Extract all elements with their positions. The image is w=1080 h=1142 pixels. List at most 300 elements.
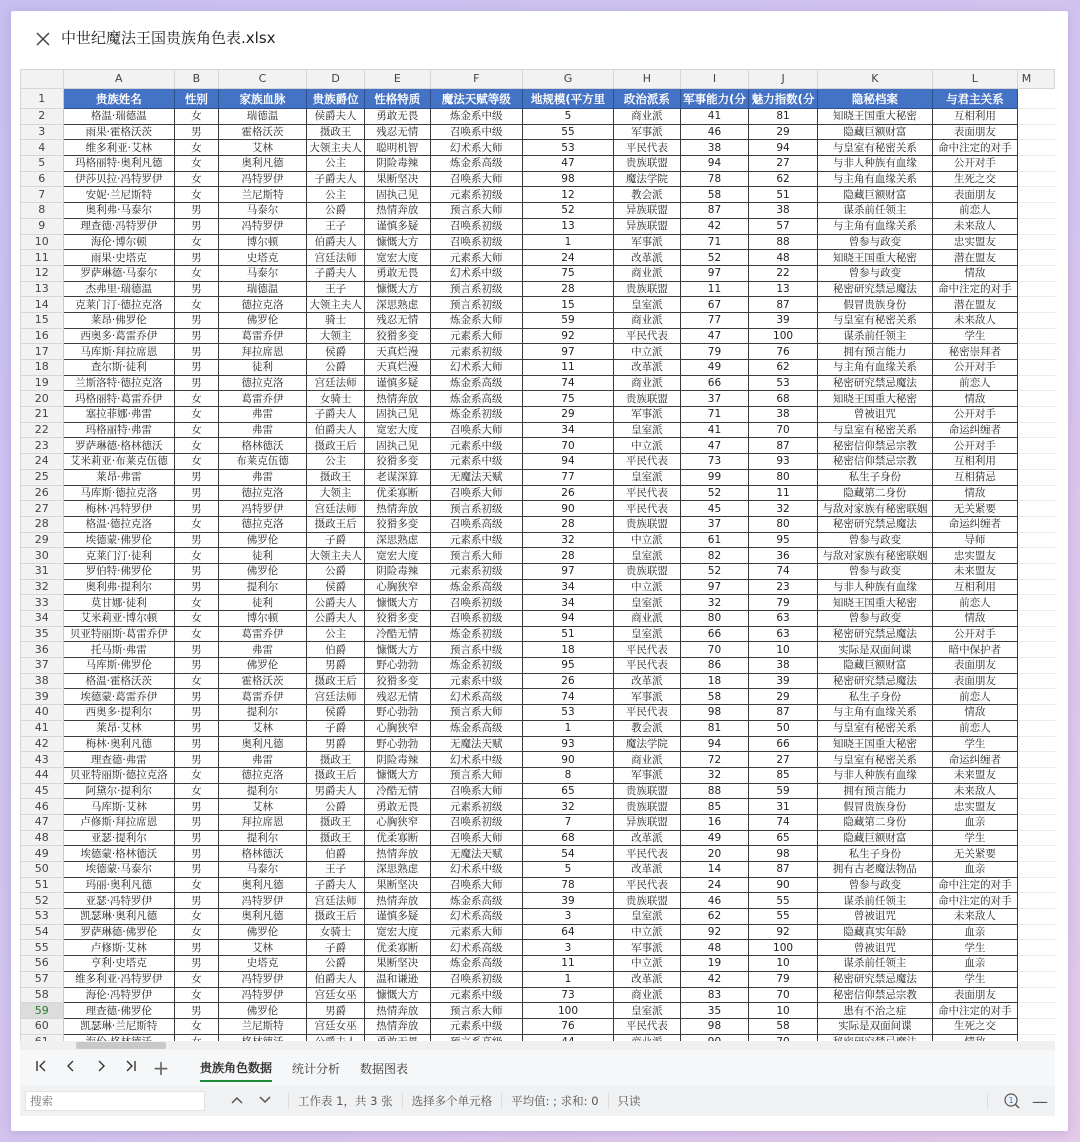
table-cell[interactable]: 弗雷 [218,422,307,438]
table-cell[interactable]: 学生 [932,328,1017,344]
header-cell[interactable]: 地规模(平方里 [522,89,613,109]
row-number[interactable]: 9 [21,218,64,234]
table-cell[interactable]: 隐藏巨额财富 [817,830,932,846]
empty-cell[interactable] [1017,658,1054,674]
table-cell[interactable]: 知晓王国重大秘密 [817,391,932,407]
empty-cell[interactable] [1017,611,1054,627]
table-cell[interactable]: 79 [749,595,818,611]
table-cell[interactable]: 女 [175,234,219,250]
table-cell[interactable]: 残忍无情 [364,124,430,140]
table-cell[interactable]: 维多利亚·冯特罗伊 [63,971,175,987]
empty-cell[interactable] [1017,281,1054,297]
table-cell[interactable]: 私生子身份 [817,469,932,485]
table-cell[interactable]: 女 [175,109,219,125]
table-cell[interactable]: 教会派 [614,720,681,736]
table-cell[interactable]: 贵族联盟 [614,893,681,909]
table-cell[interactable]: 36 [749,548,818,564]
table-cell[interactable]: 玛丽·奥利凡德 [63,877,175,893]
table-cell[interactable]: 男 [175,752,219,768]
table-cell[interactable]: 兰尼斯特 [218,187,307,203]
table-cell[interactable]: 32 [749,501,818,517]
table-cell[interactable]: 预言系大师 [430,1003,522,1019]
table-cell[interactable]: 90 [749,877,818,893]
table-cell[interactable]: 男 [175,312,219,328]
table-cell[interactable]: 宫廷法师 [307,893,365,909]
table-cell[interactable]: 阿黛尔·提利尔 [63,783,175,799]
table-cell[interactable]: 奥利凡德 [218,877,307,893]
empty-cell[interactable] [1017,924,1054,940]
zoom-reset-icon[interactable] [1003,1092,1021,1110]
table-cell[interactable]: 改革派 [614,673,681,689]
table-cell[interactable]: 公爵 [307,203,365,219]
table-cell[interactable]: 心胸狭窄 [364,720,430,736]
table-cell[interactable]: 表面朋友 [932,658,1017,674]
table-cell[interactable]: 果断坚决 [364,171,430,187]
table-cell[interactable]: 德拉克洛 [218,516,307,532]
table-cell[interactable]: 患有不治之症 [817,1003,932,1019]
table-cell[interactable]: 秘密研究禁忌魔法 [817,626,932,642]
table-cell[interactable]: 玛格丽特·弗雷 [63,422,175,438]
table-cell[interactable]: 托马斯·弗雷 [63,642,175,658]
table-cell[interactable]: 幻术系高级 [430,689,522,705]
table-cell[interactable]: 24 [680,877,749,893]
table-cell[interactable]: 知晓王国重大秘密 [817,736,932,752]
table-cell[interactable]: 10 [749,956,818,972]
column-header-g[interactable]: G [522,70,613,89]
table-cell[interactable]: 导师 [932,532,1017,548]
table-cell[interactable]: 召唤系大师 [430,171,522,187]
search-prev-button[interactable] [223,1093,251,1109]
column-header-e[interactable]: E [364,70,430,89]
table-cell[interactable]: 皇室派 [614,469,681,485]
table-cell[interactable]: 81 [749,109,818,125]
table-cell[interactable]: 97 [522,344,613,360]
table-cell[interactable]: 11 [522,956,613,972]
row-number[interactable]: 58 [21,987,64,1003]
table-cell[interactable]: 98 [680,705,749,721]
table-cell[interactable]: 公主 [307,187,365,203]
row-number[interactable]: 57 [21,971,64,987]
row-number[interactable]: 27 [21,501,64,517]
empty-cell[interactable] [1017,736,1054,752]
table-cell[interactable]: 子爵夫人 [307,407,365,423]
row-number[interactable]: 23 [21,438,64,454]
row-number[interactable]: 19 [21,375,64,391]
table-cell[interactable]: 男 [175,124,219,140]
table-cell[interactable]: 女 [175,454,219,470]
table-cell[interactable]: 莫甘娜·徒利 [63,595,175,611]
table-cell[interactable]: 女 [175,171,219,187]
table-cell[interactable]: 表面朋友 [932,987,1017,1003]
table-cell[interactable]: 63 [749,626,818,642]
table-cell[interactable]: 摄政王 [307,469,365,485]
table-cell[interactable]: 51 [522,626,613,642]
table-cell[interactable]: 皇室派 [614,297,681,313]
row-number[interactable]: 56 [21,956,64,972]
table-cell[interactable]: 改革派 [614,971,681,987]
table-cell[interactable]: 24 [522,250,613,266]
table-cell[interactable]: 47 [680,438,749,454]
next-sheet-button[interactable] [86,1059,116,1077]
table-cell[interactable]: 冯特罗伊 [218,987,307,1003]
table-cell[interactable]: 霍格沃茨 [218,673,307,689]
table-cell[interactable]: 14 [680,862,749,878]
table-cell[interactable]: 曾被诅咒 [817,407,932,423]
table-cell[interactable]: 65 [522,783,613,799]
table-cell[interactable]: 64 [522,924,613,940]
table-cell[interactable]: 隐藏第二身份 [817,814,932,830]
table-cell[interactable]: 女 [175,265,219,281]
table-cell[interactable]: 提利尔 [218,579,307,595]
empty-cell[interactable] [1017,752,1054,768]
column-header-l[interactable]: L [932,70,1017,89]
table-cell[interactable]: 48 [680,940,749,956]
table-cell[interactable]: 男 [175,956,219,972]
row-number[interactable]: 43 [21,752,64,768]
empty-cell[interactable] [1017,328,1054,344]
table-cell[interactable]: 宫廷法师 [307,375,365,391]
table-cell[interactable]: 伊莎贝拉·冯特罗伊 [63,171,175,187]
table-cell[interactable]: 知晓王国重大秘密 [817,250,932,266]
table-cell[interactable]: 预言系大师 [430,705,522,721]
table-cell[interactable]: 固执己见 [364,187,430,203]
table-cell[interactable]: 元素系中级 [430,532,522,548]
table-cell[interactable]: 格林德沃 [218,438,307,454]
empty-cell[interactable] [1017,422,1054,438]
table-cell[interactable]: 52 [680,250,749,266]
table-cell[interactable]: 玛格丽特·奥利凡德 [63,156,175,172]
table-cell[interactable]: 5 [522,862,613,878]
row-number[interactable]: 4 [21,140,64,156]
row-number[interactable]: 35 [21,626,64,642]
table-cell[interactable]: 曾参与政变 [817,532,932,548]
table-cell[interactable]: 侯爵夫人 [307,109,365,125]
row-number[interactable]: 37 [21,658,64,674]
table-cell[interactable]: 莱昂·弗雷 [63,469,175,485]
table-cell[interactable]: 100 [749,328,818,344]
table-cell[interactable]: 幻术系高级 [430,940,522,956]
table-cell[interactable]: 63 [749,611,818,627]
table-cell[interactable]: 男 [175,563,219,579]
table-cell[interactable]: 34 [522,595,613,611]
row-number[interactable]: 12 [21,265,64,281]
table-cell[interactable]: 女 [175,422,219,438]
table-cell[interactable]: 潜在盟友 [932,250,1017,266]
table-cell[interactable]: 兰斯洛特·德拉克洛 [63,375,175,391]
table-cell[interactable]: 66 [749,736,818,752]
table-cell[interactable]: 军事派 [614,940,681,956]
row-number[interactable]: 22 [21,422,64,438]
table-cell[interactable]: 97 [680,265,749,281]
table-cell[interactable]: 平民代表 [614,846,681,862]
table-cell[interactable]: 公爵 [307,799,365,815]
table-cell[interactable]: 贵族联盟 [614,783,681,799]
table-cell[interactable]: 13 [522,218,613,234]
table-cell[interactable]: 幻术系中级 [430,862,522,878]
table-cell[interactable]: 召唤系初级 [430,611,522,627]
empty-cell[interactable] [1017,89,1054,109]
table-cell[interactable]: 深思熟虑 [364,862,430,878]
table-cell[interactable]: 伯爵夫人 [307,971,365,987]
table-cell[interactable]: 70 [749,422,818,438]
table-cell[interactable]: 前恋人 [932,375,1017,391]
table-cell[interactable]: 42 [680,971,749,987]
table-cell[interactable]: 男爵 [307,736,365,752]
table-cell[interactable]: 98 [749,846,818,862]
table-cell[interactable]: 秘密研究禁忌魔法 [817,516,932,532]
table-cell[interactable]: 男 [175,893,219,909]
table-cell[interactable]: 女 [175,611,219,627]
table-cell[interactable]: 93 [749,454,818,470]
table-cell[interactable]: 优柔寡断 [364,940,430,956]
table-cell[interactable]: 女骑士 [307,924,365,940]
table-cell[interactable]: 表面朋友 [932,124,1017,140]
row-number[interactable]: 15 [21,312,64,328]
column-header-b[interactable]: B [175,70,219,89]
table-cell[interactable]: 87 [749,862,818,878]
row-number[interactable]: 11 [21,250,64,266]
empty-cell[interactable] [1017,563,1054,579]
table-cell[interactable]: 子爵 [307,940,365,956]
table-cell[interactable]: 子爵夫人 [307,171,365,187]
table-cell[interactable]: 与非人种族有血缘 [817,579,932,595]
table-cell[interactable]: 女 [175,909,219,925]
table-cell[interactable]: 55 [749,909,818,925]
table-cell[interactable]: 男 [175,814,219,830]
table-cell[interactable]: 元素系大师 [430,924,522,940]
row-number[interactable]: 48 [21,830,64,846]
table-cell[interactable]: 平民代表 [614,705,681,721]
table-cell[interactable]: 97 [522,563,613,579]
table-cell[interactable]: 中立派 [614,956,681,972]
table-cell[interactable]: 葛雷乔伊 [218,626,307,642]
table-cell[interactable]: 军事派 [614,689,681,705]
table-cell[interactable]: 狡猾多变 [364,516,430,532]
table-cell[interactable]: 男 [175,203,219,219]
table-cell[interactable]: 28 [522,548,613,564]
table-cell[interactable]: 莱昂·艾林 [63,720,175,736]
table-cell[interactable]: 兰尼斯特 [218,1018,307,1034]
table-cell[interactable]: 男 [175,736,219,752]
table-cell[interactable]: 27 [749,752,818,768]
table-cell[interactable]: 命中注定的对手 [932,140,1017,156]
table-cell[interactable]: 74 [749,814,818,830]
table-cell[interactable]: 女 [175,187,219,203]
empty-cell[interactable] [1017,783,1054,799]
table-cell[interactable]: 固执己见 [364,407,430,423]
row-number[interactable]: 30 [21,548,64,564]
table-cell[interactable]: 勇敢无畏 [364,799,430,815]
table-cell[interactable]: 平民代表 [614,1018,681,1034]
table-cell[interactable]: 慷慨大方 [364,767,430,783]
row-number[interactable]: 10 [21,234,64,250]
table-cell[interactable]: 侯爵 [307,705,365,721]
table-cell[interactable]: 宽宏大度 [364,422,430,438]
table-cell[interactable]: 预言系初级 [430,281,522,297]
table-cell[interactable]: 埃德蒙·马泰尔 [63,862,175,878]
table-cell[interactable]: 勇敢无畏 [364,265,430,281]
table-cell[interactable]: 预言系大师 [430,767,522,783]
row-number[interactable]: 41 [21,720,64,736]
table-cell[interactable]: 伯爵 [307,846,365,862]
table-cell[interactable]: 男 [175,344,219,360]
table-cell[interactable]: 召唤系初级 [430,218,522,234]
table-cell[interactable]: 莱昂·佛罗伦 [63,312,175,328]
table-cell[interactable]: 奥利凡德 [218,736,307,752]
table-cell[interactable]: 亚瑟·提利尔 [63,830,175,846]
table-cell[interactable]: 38 [749,658,818,674]
table-cell[interactable]: 75 [522,391,613,407]
header-cell[interactable]: 魅力指数(分 [749,89,818,109]
table-cell[interactable]: 80 [680,611,749,627]
table-cell[interactable]: 41 [680,109,749,125]
row-number[interactable]: 32 [21,579,64,595]
table-cell[interactable]: 子爵 [307,532,365,548]
table-cell[interactable]: 男 [175,250,219,266]
row-number[interactable]: 34 [21,611,64,627]
table-cell[interactable]: 宽宏大度 [364,250,430,266]
table-cell[interactable]: 秘密研究禁忌魔法 [817,673,932,689]
table-cell[interactable]: 38 [680,140,749,156]
table-cell[interactable]: 男 [175,689,219,705]
table-cell[interactable]: 秘密研究禁忌魔法 [817,281,932,297]
table-cell[interactable]: 摄政王后 [307,909,365,925]
table-cell[interactable]: 26 [522,485,613,501]
empty-cell[interactable] [1017,407,1054,423]
table-cell[interactable]: 68 [749,391,818,407]
table-cell[interactable]: 拜拉席恩 [218,814,307,830]
tab-statistics[interactable]: 统计分析 [292,1061,341,1076]
empty-cell[interactable] [1017,689,1054,705]
table-cell[interactable]: 改革派 [614,250,681,266]
table-cell[interactable]: 男 [175,705,219,721]
column-header-j[interactable]: J [749,70,818,89]
table-cell[interactable]: 8 [522,767,613,783]
table-cell[interactable]: 元素系初级 [430,799,522,815]
empty-cell[interactable] [1017,814,1054,830]
empty-cell[interactable] [1017,595,1054,611]
row-number[interactable]: 50 [21,862,64,878]
row-number[interactable]: 18 [21,360,64,376]
table-cell[interactable]: 与皇室有秘密关系 [817,752,932,768]
row-number[interactable]: 49 [21,846,64,862]
table-cell[interactable]: 拥有预言能力 [817,344,932,360]
empty-cell[interactable] [1017,642,1054,658]
table-cell[interactable]: 拥有预言能力 [817,783,932,799]
table-cell[interactable]: 异族联盟 [614,814,681,830]
table-cell[interactable]: 理查德·冯特罗伊 [63,218,175,234]
table-cell[interactable]: 马库斯·佛罗伦 [63,658,175,674]
table-cell[interactable]: 克莱门汀·徒利 [63,548,175,564]
table-cell[interactable]: 62 [749,360,818,376]
table-cell[interactable]: 宫廷法师 [307,689,365,705]
table-cell[interactable]: 马库斯·德拉克洛 [63,485,175,501]
table-cell[interactable]: 与皇室有秘密关系 [817,140,932,156]
table-cell[interactable]: 前恋人 [932,720,1017,736]
table-cell[interactable]: 50 [749,720,818,736]
table-cell[interactable]: 慷慨大方 [364,234,430,250]
table-cell[interactable]: 女 [175,595,219,611]
table-cell[interactable]: 94 [522,454,613,470]
table-cell[interactable]: 互相猜忌 [932,469,1017,485]
table-cell[interactable]: 大领主夫人 [307,140,365,156]
table-cell[interactable]: 安妮·兰尼斯特 [63,187,175,203]
table-cell[interactable]: 47 [680,328,749,344]
table-cell[interactable]: 男 [175,360,219,376]
table-cell[interactable]: 子爵夫人 [307,265,365,281]
table-cell[interactable]: 贝亚特丽斯·德拉克洛 [63,767,175,783]
table-cell[interactable]: 73 [522,987,613,1003]
table-cell[interactable]: 克莱门汀·德拉克洛 [63,297,175,313]
table-cell[interactable]: 杰弗里·瑞德温 [63,281,175,297]
row-number[interactable]: 14 [21,297,64,313]
table-cell[interactable]: 3 [522,909,613,925]
table-cell[interactable]: 贝亚特丽斯·葛雷乔伊 [63,626,175,642]
table-cell[interactable]: 男 [175,469,219,485]
table-cell[interactable]: 艾林 [218,140,307,156]
table-cell[interactable]: 佛罗伦 [218,1003,307,1019]
table-cell[interactable]: 大领主 [307,485,365,501]
table-cell[interactable]: 皇室派 [614,422,681,438]
table-cell[interactable]: 29 [749,124,818,140]
table-cell[interactable]: 德拉克洛 [218,767,307,783]
table-cell[interactable]: 秘密信仰禁忌宗教 [817,438,932,454]
column-header-h[interactable]: H [614,70,681,89]
table-cell[interactable]: 军事派 [614,767,681,783]
table-cell[interactable]: 皇室派 [614,626,681,642]
table-cell[interactable]: 与皇室有秘密关系 [817,422,932,438]
table-cell[interactable]: 梅林·冯特罗伊 [63,501,175,517]
table-cell[interactable]: 炼金系中级 [430,109,522,125]
table-cell[interactable]: 召唤系大师 [430,422,522,438]
table-cell[interactable]: 53 [522,140,613,156]
table-cell[interactable]: 1 [522,971,613,987]
empty-cell[interactable] [1017,187,1054,203]
table-cell[interactable]: 90 [522,501,613,517]
empty-cell[interactable] [1017,720,1054,736]
table-cell[interactable]: 罗伯特·佛罗伦 [63,563,175,579]
empty-cell[interactable] [1017,438,1054,454]
table-cell[interactable]: 秘密信仰禁忌宗教 [817,454,932,470]
table-cell[interactable]: 弗雷 [218,642,307,658]
table-cell[interactable]: 伯爵夫人 [307,422,365,438]
table-cell[interactable]: 热情奔放 [364,501,430,517]
row-number[interactable]: 17 [21,344,64,360]
table-cell[interactable]: 29 [749,689,818,705]
row-number[interactable]: 59 [21,1003,64,1019]
table-cell[interactable]: 男 [175,532,219,548]
table-cell[interactable]: 谨慎多疑 [364,909,430,925]
table-cell[interactable]: 59 [749,783,818,799]
table-cell[interactable]: 炼金系高级 [430,391,522,407]
table-cell[interactable]: 女 [175,391,219,407]
table-cell[interactable]: 格林德沃 [218,846,307,862]
table-cell[interactable]: 贵族联盟 [614,799,681,815]
table-cell[interactable]: 前恋人 [932,689,1017,705]
header-cell[interactable]: 家族血脉 [218,89,307,109]
table-cell[interactable]: 商业派 [614,265,681,281]
row-number[interactable]: 31 [21,563,64,579]
table-cell[interactable]: 表面朋友 [932,673,1017,689]
table-cell[interactable]: 20 [680,846,749,862]
table-cell[interactable]: 13 [749,281,818,297]
table-cell[interactable]: 皇室派 [614,909,681,925]
row-number[interactable]: 42 [21,736,64,752]
close-icon[interactable] [33,29,53,49]
table-cell[interactable]: 炼金系高级 [430,720,522,736]
table-cell[interactable]: 元素系中级 [430,673,522,689]
table-cell[interactable]: 11 [749,485,818,501]
